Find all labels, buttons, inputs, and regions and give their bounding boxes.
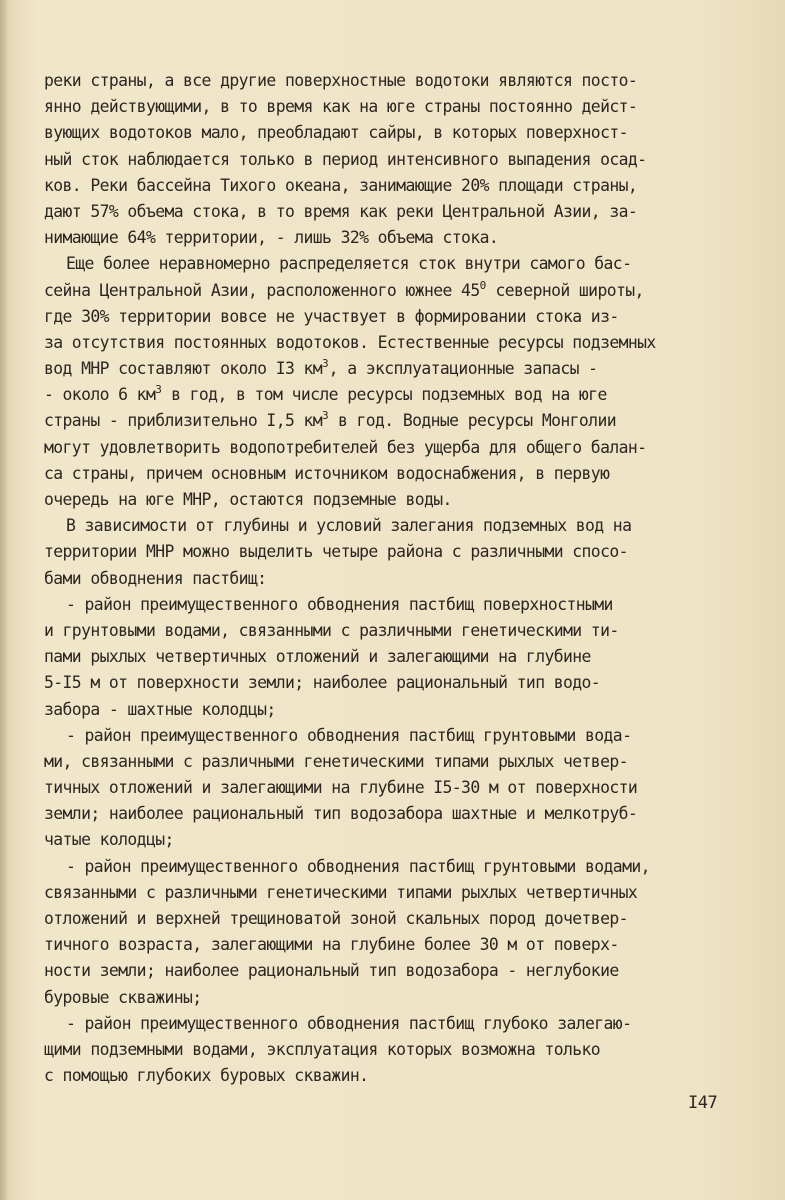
text-line: 5-I5 м от поверхности земли; наиболее рациональный тип водо- <box>44 673 601 693</box>
text-line: вующих водотоков мало, преобладают сайры, в которых поверхност- <box>44 123 628 143</box>
superscript-degree: 0 <box>479 278 487 292</box>
text-line: буровые скважины; <box>44 987 202 1007</box>
text-line: В зависимости от глубины и условий залегания подземных вод на <box>66 516 632 536</box>
text-line: Еще более неравномерно распределяется сток внутри самого бас- <box>66 254 632 274</box>
text-line: отложений и верхней трещиноватой зоной скальных пород дочетвер- <box>44 909 628 928</box>
superscript-cube: 3 <box>322 409 329 423</box>
text-line: щими подземными водами, эксплуатация которых возможна только <box>44 1039 601 1059</box>
text-line: земли; наиболее рациональный тип водозабора шахтные и мелкотруб- <box>44 804 638 824</box>
text-segment: - около 6 км <box>44 385 156 405</box>
text-line: с помощью глубоких буровых скважин. <box>44 1066 369 1086</box>
text-line: пами рыхлых четвертичных отложений и залегающими на глубине <box>44 647 591 667</box>
text-line: нимающие 64% территории, - лишь 32% объема стока. <box>44 228 499 248</box>
text-line: где 30% территории вовсе не участвует в формировании стока из- <box>44 306 619 326</box>
text-line <box>44 356 749 382</box>
text-line: ми, связанными с различными генетическими типами рыхлых четвер- <box>44 751 628 771</box>
text-segment: , а эксплуатационные запасы - <box>328 359 598 379</box>
text-segment: в год. Водные ресурсы Монголии <box>328 411 616 431</box>
text-line: ности земли; наиболее рациональный тип водозабора - неглубокие <box>44 961 619 981</box>
text-line: территории МНР можно выделить четыре района с различными спосо- <box>44 542 628 562</box>
text-line: забора - шахтные колодцы; <box>44 699 276 719</box>
text-line: дают 57% объема стока, в то время как реки Центральной Азии, за- <box>44 201 638 221</box>
body-text <box>44 68 749 1089</box>
text-segment: в год, в том числе ресурсы подземных вод на юге <box>161 385 607 405</box>
list-item: - район преимущественного обводнения пастбищ грунтовыми водами, <box>66 856 650 876</box>
text-line: связанными с различными генетическими типами рыхлых четвертичных <box>44 882 638 902</box>
list-item: - район преимущественного обводнения пастбищ поверхностными <box>66 594 613 614</box>
text-line: тичных отложений и залегающими на глубине I5-30 м от поверхности <box>44 778 638 798</box>
text-line <box>44 278 749 304</box>
text-line: за отсутствия постоянных водотоков. Естественные ресурсы подземных <box>44 332 656 352</box>
superscript-cube: 3 <box>322 357 329 371</box>
text-line <box>44 382 749 408</box>
text-line: чатые колодцы; <box>44 830 174 850</box>
text-line: реки страны, а все другие поверхностные водотоки являются посто- <box>44 71 638 90</box>
text-segment: вод МНР составляют около I3 км <box>44 359 323 379</box>
text-segment: сейна Центральной Азии, расположенного южнее 45 <box>44 280 480 300</box>
text-line: и грунтовыми водами, связанными с различными генетическими ти- <box>44 620 619 640</box>
page-number: I47 <box>688 1093 718 1113</box>
text-line: са страны, причем основным источником водоснабжения, в первую <box>44 463 610 483</box>
list-item: - район преимущественного обводнения пастбищ глубоко залегаю- <box>66 1013 632 1033</box>
list-item: - район преимущественного обводнения пастбищ грунтовыми вода- <box>66 725 632 745</box>
superscript-cube: 3 <box>155 383 162 397</box>
text-line: тичного возраста, залегающими на глубине более 30 м от поверх- <box>44 935 619 955</box>
text-segment: северной широты, <box>486 280 644 300</box>
text-line: очередь на юге МНР, остаются подземные воды. <box>44 490 452 509</box>
text-line: могут удовлетворить водопотребителей без ущерба для общего балан- <box>44 437 647 457</box>
text-line: ков. Реки бассейна Тихого океана, занимающие 20% площади страны, <box>44 175 638 195</box>
text-line: ный сток наблюдается только в период интенсивного выпадения осад- <box>44 149 647 169</box>
text-line: бами обводнения пастбищ: <box>44 568 267 588</box>
text-segment: страны - приблизительно I,5 км <box>44 411 323 431</box>
text-line <box>44 408 749 434</box>
text-line: янно действующими, в то время как на юге страны постоянно дейст- <box>44 97 638 117</box>
